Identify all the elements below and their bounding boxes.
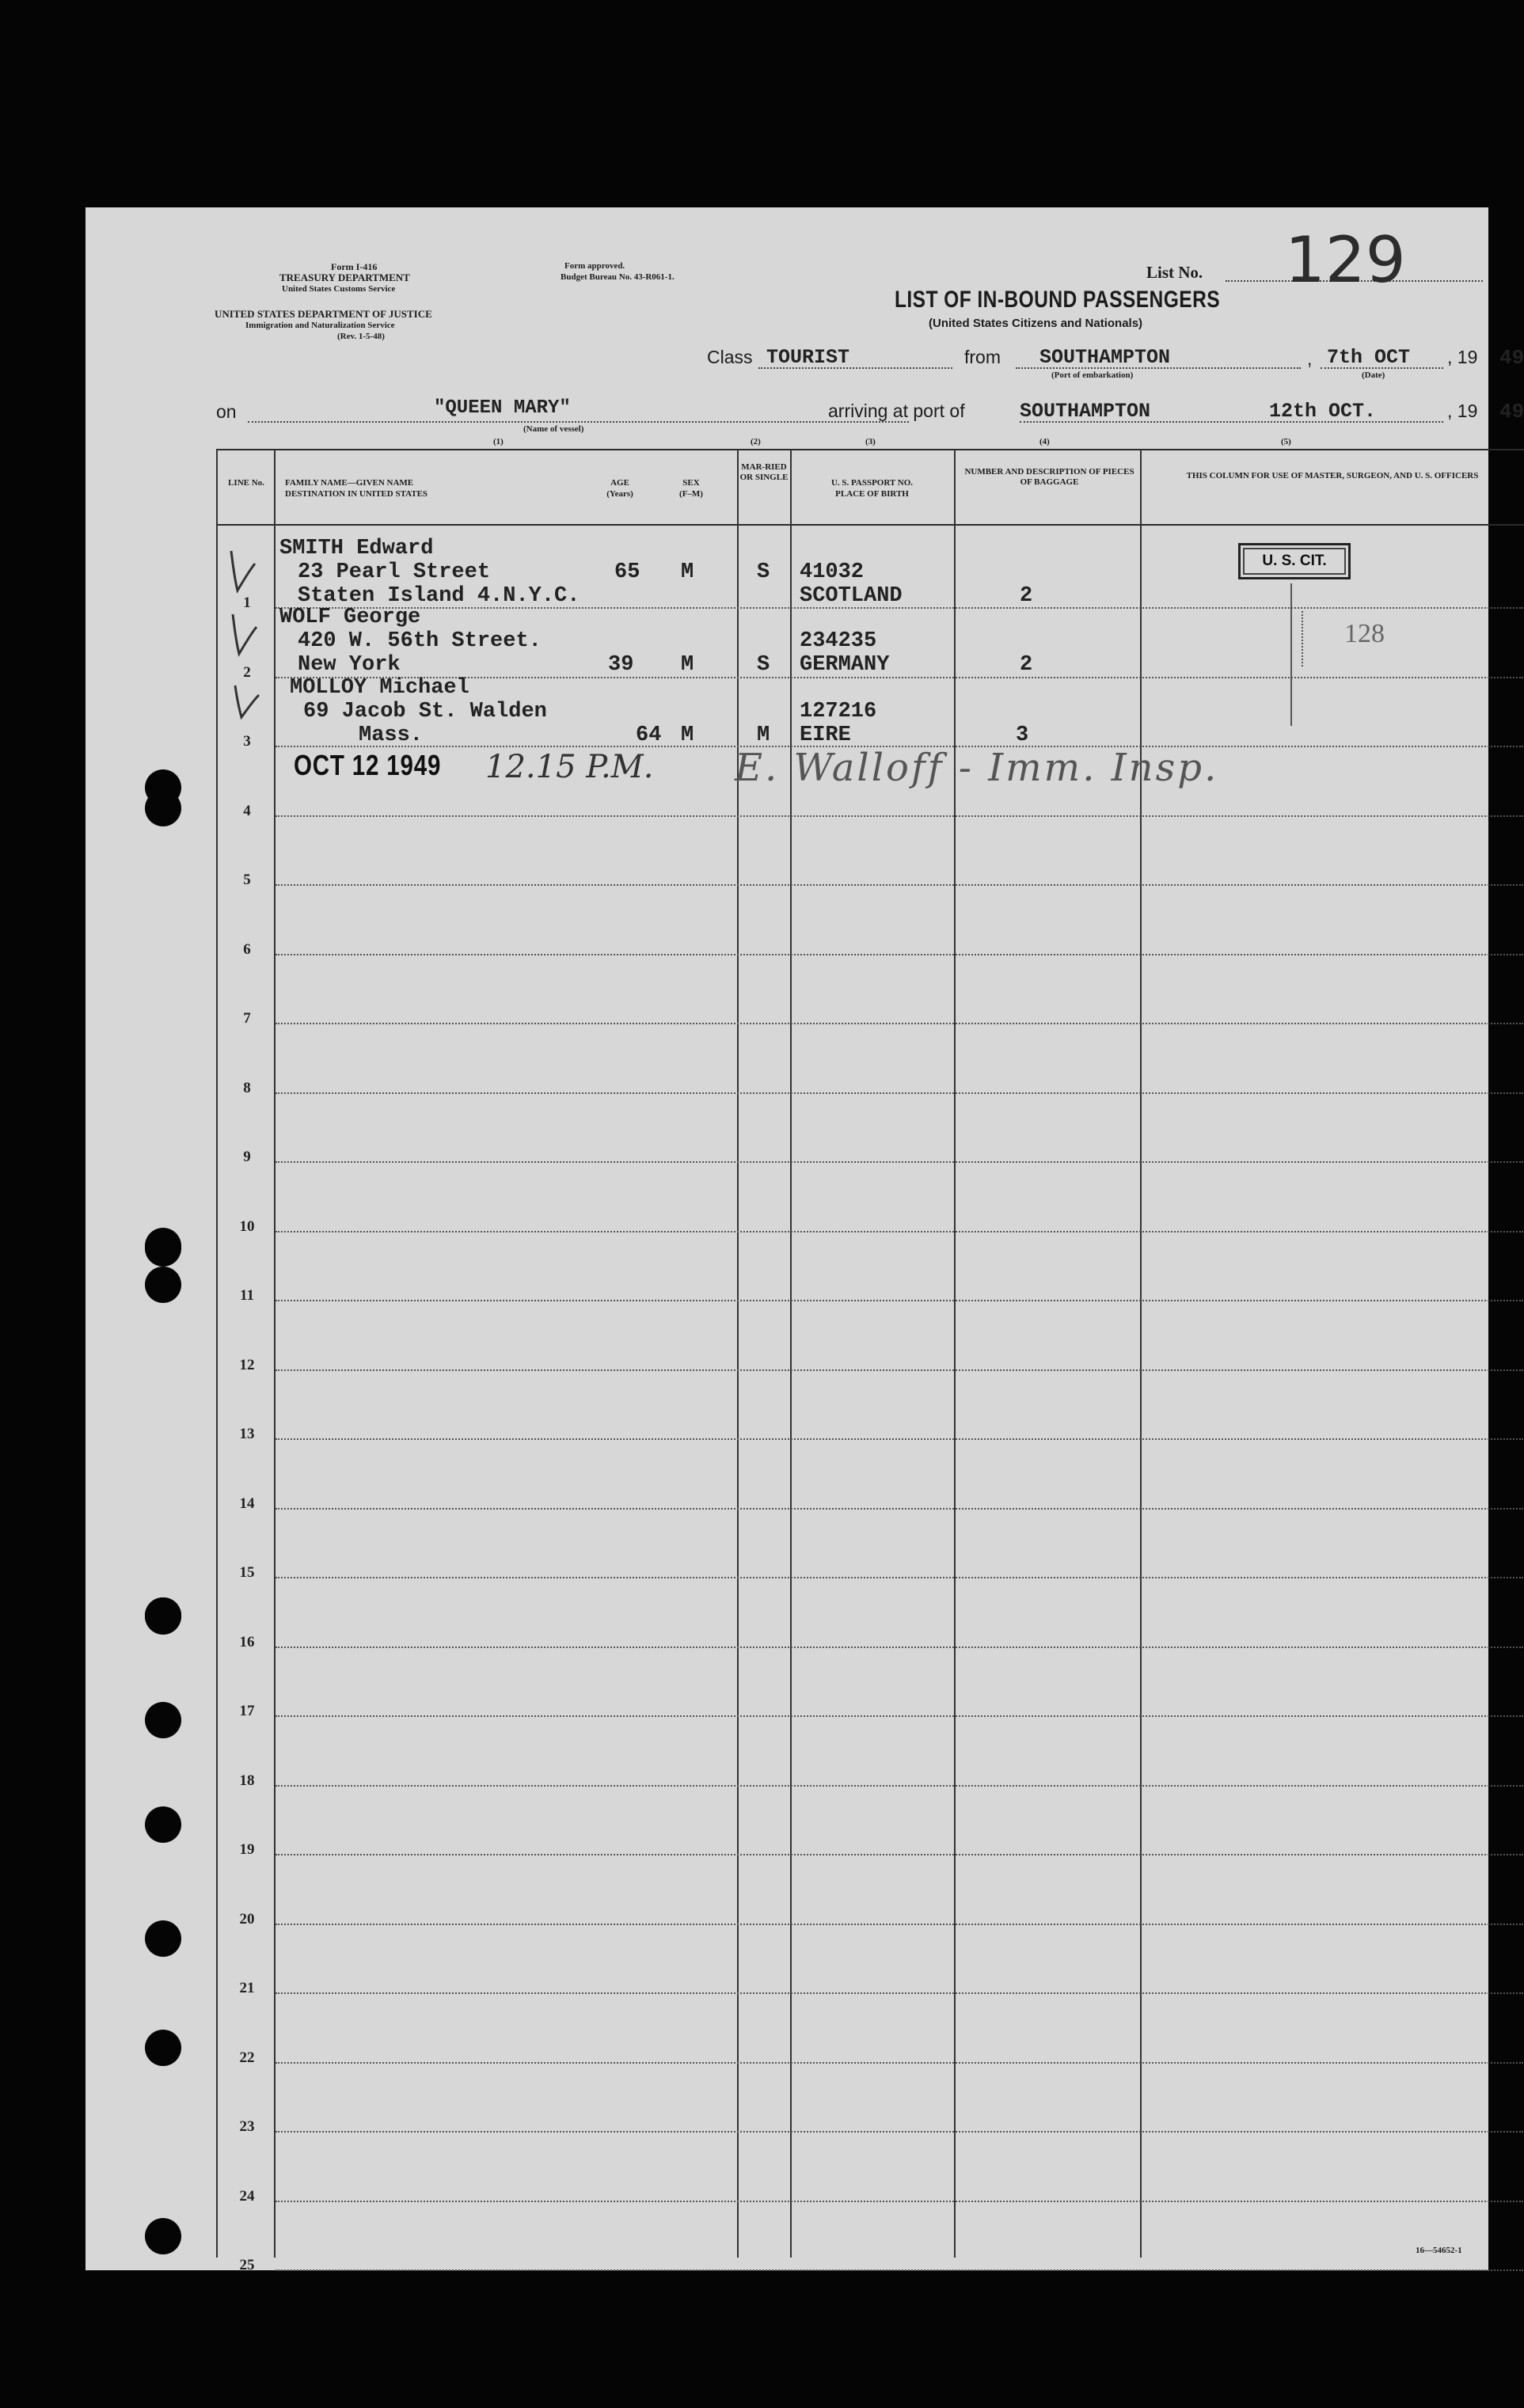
depart-year: 49 — [1499, 346, 1524, 370]
col-number-4: (4) — [1039, 437, 1050, 446]
col-number-5: (5) — [1281, 437, 1291, 446]
passenger-1-address1: 23 Pearl Street — [298, 560, 491, 584]
punch-hole — [145, 1806, 181, 1843]
vessel-caption: (Name of vessel) — [523, 424, 584, 434]
row-number: 2 — [243, 663, 251, 681]
passenger-3-address1: 69 Jacob St. Walden — [303, 700, 547, 724]
punch-hole — [145, 790, 181, 826]
passenger-3-birthplace: EIRE — [800, 724, 851, 747]
header-name: FAMILY NAME—GIVEN NAME — [285, 478, 414, 488]
header-age: AGE — [610, 478, 629, 488]
vessel-line — [248, 421, 909, 423]
row-number: 13 — [239, 1426, 255, 1442]
row-guide-line — [276, 1992, 1523, 1994]
date-stamp: OCT 12 1949 — [294, 749, 442, 781]
row-guide-line — [276, 1231, 1523, 1232]
passenger-3-age: 64 — [636, 724, 662, 747]
row-number: 8 — [243, 1079, 251, 1096]
passenger-2-baggage: 2 — [1020, 653, 1033, 677]
us-citizen-stamp: U. S. CIT. — [1238, 543, 1351, 579]
inspector-signature: E. Walloff - Imm. Insp. — [735, 746, 1219, 790]
punch-hole — [145, 1267, 181, 1303]
passenger-2-birthplace: GERMANY — [800, 653, 890, 677]
check-mark-icon — [228, 611, 260, 659]
passenger-1-age: 65 — [614, 560, 640, 584]
row-guide-line — [276, 1300, 1523, 1301]
passenger-1-marital: S — [757, 560, 770, 584]
passenger-2-address2: New York — [298, 653, 401, 677]
table-top-border — [216, 449, 1524, 450]
header-destination: DESTINATION IN UNITED STATES — [285, 489, 428, 499]
row-number: 25 — [239, 2257, 255, 2273]
officer-note-dots — [1302, 611, 1303, 667]
passenger-3-address2: Mass. — [359, 724, 424, 747]
officer-note-number: 128 — [1344, 619, 1385, 648]
header-officers: THIS COLUMN FOR USE OF MASTER, SURGEON, AND U. S. OFFICERS — [1186, 471, 1479, 480]
punch-hole — [145, 1920, 181, 1957]
arrival-year-prefix: , 19 — [1447, 401, 1478, 421]
col-number-3: (3) — [865, 437, 876, 446]
row-guide-line — [276, 954, 1523, 955]
depart-year-prefix: , 19 — [1447, 347, 1478, 367]
row-guide-line — [276, 2201, 1523, 2202]
passenger-3-sex: M — [681, 724, 694, 747]
row-guide-line — [276, 2269, 1523, 2271]
form-approved: Form approved. — [564, 261, 625, 271]
passenger-3-baggage: 3 — [1016, 724, 1029, 747]
row-number: 12 — [239, 1356, 255, 1373]
col-divider-name — [274, 449, 276, 2258]
passenger-2-age: 39 — [608, 653, 634, 677]
row-number: 3 — [243, 733, 251, 750]
from-label: from — [964, 347, 1001, 367]
row-guide-line — [276, 1438, 1523, 1440]
col-divider-passport — [790, 449, 792, 2258]
punch-hole — [145, 1228, 181, 1264]
row-guide-line — [276, 1161, 1523, 1163]
on-label: on — [216, 401, 237, 422]
punch-hole — [145, 1702, 181, 1738]
row-number: 23 — [239, 2118, 255, 2135]
check-mark-icon — [230, 682, 262, 722]
customs-service: United States Customs Service — [282, 284, 396, 294]
list-number-value: 129 — [1285, 223, 1406, 297]
form-title: LIST OF IN-BOUND PASSENGERS — [895, 287, 1221, 313]
handwritten-time: 12.15 P.M. — [485, 749, 654, 785]
header-sex-sub: (F–M) — [679, 489, 703, 499]
row-number: 21 — [239, 1980, 255, 1996]
table-left-border — [216, 449, 218, 2258]
header-line-no: LINE No. — [228, 478, 264, 488]
col-divider-baggage — [954, 449, 956, 2258]
header-married: MAR-RIED OR SINGLE — [739, 462, 789, 482]
row-number: 16 — [239, 1633, 255, 1650]
row-guide-line — [276, 1785, 1523, 1787]
row-guide-line — [276, 815, 1523, 817]
passenger-2-marital: S — [757, 653, 770, 677]
passenger-2-sex: M — [681, 653, 694, 677]
passenger-1-address2: Staten Island 4.N.Y.C. — [298, 584, 580, 608]
row-number: 24 — [239, 2187, 255, 2205]
list-number-label: List No. — [1146, 263, 1203, 282]
comma: , — [1307, 348, 1313, 369]
passenger-1-birthplace: SCOTLAND — [800, 584, 903, 608]
row-guide-line — [276, 1577, 1523, 1578]
footer-code: 16—54652-1 — [1416, 2246, 1462, 2255]
col-divider-married — [737, 449, 739, 2258]
row-number: 19 — [239, 1841, 255, 1858]
header-baggage: NUMBER AND DESCRIPTION OF PIECES OF BAGGAGE — [964, 467, 1134, 487]
depart-date: 7th OCT — [1327, 346, 1411, 369]
port-caption: (Port of embarkation) — [1051, 370, 1134, 380]
row-guide-line — [276, 1369, 1523, 1371]
row-guide-line — [276, 1508, 1523, 1510]
table-header-border — [216, 524, 1524, 526]
from-value: SOUTHAMPTON — [1039, 346, 1171, 369]
row-guide-line — [276, 2131, 1523, 2133]
passenger-1-name: SMITH Edward — [279, 537, 434, 560]
row-guide-line — [276, 1924, 1523, 1925]
punch-hole — [145, 1597, 181, 1634]
row-number: 15 — [239, 1564, 255, 1581]
passenger-3-name: MOLLOY Michael — [290, 676, 469, 700]
arrival-port: SOUTHAMPTON — [1020, 400, 1151, 423]
row-number: 22 — [239, 2049, 255, 2066]
row-number: 9 — [243, 1149, 251, 1165]
form-revision: (Rev. 1-5-48) — [337, 332, 385, 341]
row-guide-line — [276, 1023, 1523, 1024]
passenger-manifest-page — [86, 207, 1524, 2273]
class-label: Class — [707, 347, 753, 367]
row-number: 18 — [239, 1772, 255, 1789]
passenger-3-marital: M — [757, 724, 770, 747]
row-number: 7 — [243, 1010, 251, 1027]
arrival-year: 49 — [1499, 400, 1524, 423]
row-number: 17 — [239, 1703, 255, 1719]
col-divider-officers — [1140, 449, 1142, 2258]
date-caption: (Date) — [1362, 370, 1385, 380]
arriving-label: arriving at port of — [828, 401, 965, 421]
passenger-2-name: WOLF George — [279, 606, 421, 629]
passenger-1-sex: M — [681, 560, 694, 584]
passenger-1-passport: 41032 — [800, 560, 865, 584]
officer-note-line — [1290, 583, 1292, 726]
row-guide-line — [276, 1854, 1523, 1855]
header-age-sub: (Years) — [606, 489, 633, 499]
form-number: Form I-416 — [331, 261, 378, 272]
row-number: 20 — [239, 1910, 255, 1928]
row-number: 6 — [243, 940, 251, 958]
check-mark-icon — [226, 548, 258, 595]
row-number: 1 — [243, 594, 251, 611]
row-number: 10 — [239, 1217, 255, 1235]
immigration-service: Immigration and Naturalization Service — [245, 321, 395, 330]
row-guide-line — [276, 1715, 1523, 1717]
header-passport: U. S. PASSPORT NO. — [830, 478, 914, 488]
row-number: 5 — [243, 872, 251, 888]
header-sex: SEX — [682, 478, 700, 488]
row-guide-line — [276, 1646, 1523, 1648]
row-number: 11 — [240, 1287, 254, 1304]
row-number: 14 — [239, 1495, 255, 1512]
passenger-3-passport: 127216 — [800, 700, 877, 724]
form-subtitle: (United States Citizens and Nationals) — [929, 317, 1143, 330]
row-number: 4 — [243, 802, 251, 819]
passenger-2-address1: 420 W. 56th Street. — [298, 629, 542, 653]
passenger-2-passport: 234235 — [800, 629, 877, 653]
row-guide-line — [276, 2062, 1523, 2064]
col-number-2: (2) — [751, 437, 761, 446]
justice-department: UNITED STATES DEPARTMENT OF JUSTICE — [215, 308, 432, 320]
row-guide-line — [276, 884, 1523, 886]
treasury-department: TREASURY DEPARTMENT — [279, 272, 410, 283]
arrival-date: 12th OCT. — [1269, 400, 1377, 423]
row-guide-line — [276, 1092, 1523, 1094]
punch-hole — [145, 2218, 181, 2254]
passenger-1-baggage: 2 — [1020, 584, 1033, 608]
punch-hole — [145, 2030, 181, 2066]
vessel-name: "QUEEN MARY" — [434, 397, 571, 419]
budget-bureau: Budget Bureau No. 43-R061-1. — [561, 272, 675, 282]
header-birthplace: PLACE OF BIRTH — [835, 489, 909, 499]
vessel-column-number: (1) — [493, 437, 504, 446]
class-value: TOURIST — [766, 346, 850, 369]
